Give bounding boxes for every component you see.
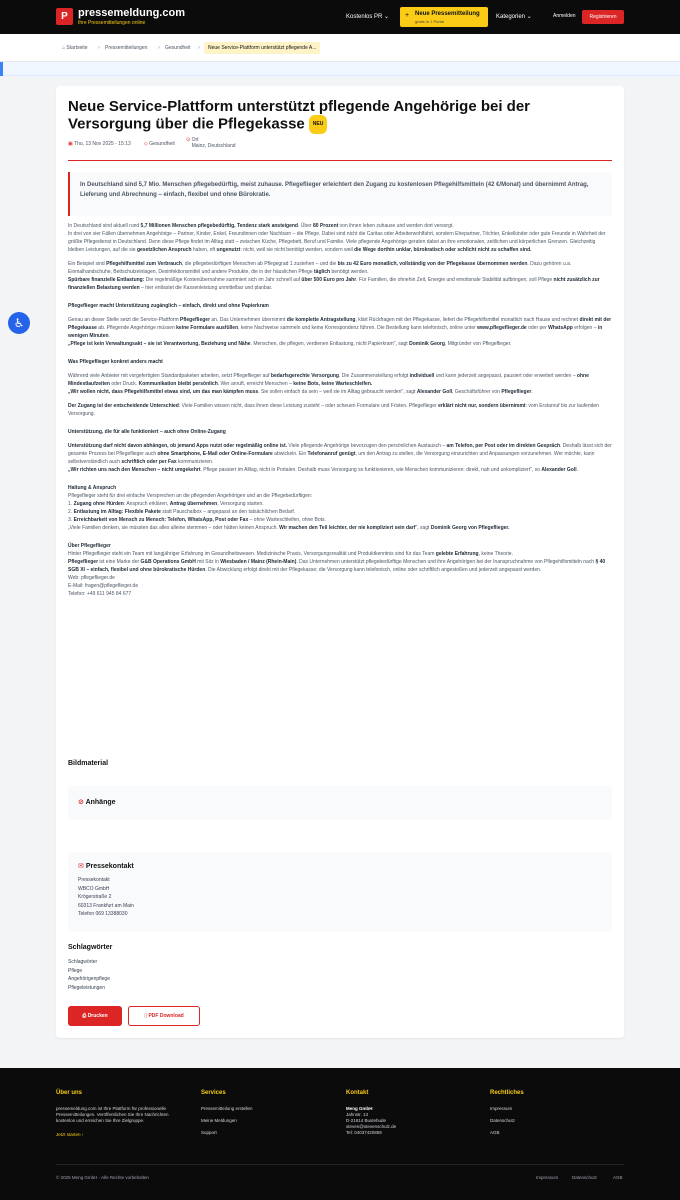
title-divider [68, 160, 612, 161]
cta-title: Neue Pressemitteilung [415, 11, 480, 17]
chevron-down-icon: ⌄ [526, 14, 532, 20]
breadcrumb-current: Neue Service-Plattform unterstützt pflegende A... [204, 42, 320, 54]
press-contact-details [78, 876, 134, 919]
print-button[interactable]: ⎙ Drucken [68, 1006, 122, 1026]
footer-start-link[interactable]: Jetzt starten › [56, 1132, 84, 1137]
footer-contact [346, 1090, 476, 1136]
tag-icon: ◇ [144, 141, 148, 147]
login-link[interactable]: Anmelden [553, 13, 576, 19]
pk-line: Telefon 069 13388030 [78, 911, 128, 917]
tags-list [68, 958, 110, 992]
breadcrumb-press-releases[interactable]: Pressemitteilungen [105, 45, 148, 51]
press-contact-box [68, 852, 612, 932]
footer-services [201, 1090, 331, 1142]
tag-item[interactable]: Angehörigenpflege [68, 976, 110, 982]
footer-link[interactable]: Pressemitteilung erstellen [201, 1106, 253, 1111]
printer-icon: ⎙ [82, 1013, 87, 1019]
mail-icon: ✉ [78, 863, 84, 870]
breadcrumb-separator: › [198, 45, 200, 51]
calendar-icon: ▣ [68, 141, 73, 147]
tag-item[interactable]: Pflege [68, 967, 83, 974]
new-press-release-button[interactable] [400, 7, 488, 27]
footer-bottom-link[interactable]: Impressum [536, 1175, 559, 1180]
article-body: In Deutschland sind aktuell rund 5,7 Millionen Menschen pflegebedürftig, Tendenz stark ansteigend. Über 80 Prozent von ihnen leben zuhause und werden dort versorgt. In drei von vier Fällen übernehmen Angehörige – Partner, Kinder, Enkel, Freundinnen oder Nachbarn – die Pflege. Dabei sind nicht die Caritas oder Arbeiterwohlfahrt, sondern Ehepartner, Töchter, Enkelkinder oder gute Freunde in Wahrheit der größte Pflegedienst in Deutschland. Denn diese Pflege findet im Alltag statt – zwischen Küche, Pflegebett, Beruf und Familie. Viele pflegende Angehörige geraten dabei an ihre emotionalen, zeitlichen und körperlichen Grenzen. Gleichzeitig bleiben Leistungen, auf die sie gesetzlichen Anspruch haben, oft ungenutzt: nicht, weil sie nicht benötigt werden, sondern weil die Wege dorthin unklar, bürokratisch oder schlicht nicht zu schaffen sind. Ein Beispiel sind Pflegehilfsmittel zum Verbrauch, die pflegebedürftigen Menschen ab Pflegegrad 1 zustehen – und die bis zu 42 Euro monatlich, vollständig von der Pflegekasse übernommen werden. Dazu gehören u.a. Einmalhandschuhe, Bettschutzeinlagen, Desinfektionsmittel und andere Produkte, die in der häuslichen Pflege täglich benötigt werden. Spürbare finanzielle Entlastung: Die regelmäßige Kostenübernahme summiert sich im Jahr schnell auf über 500 Euro pro Jahr. Für Familien, die ohnehin Zeit, Energie und emotionale Stabilität aufbringen, soll Pflege nicht zusätzlich zur finanziellen Belastung werden – hier entlastet die Kassenleistung unmittelbar und planbar. Pflegeflieger macht Unterstützung zugänglich – einfach, direkt und ohne Papierkram Genau an dieser Stelle setzt die Service-Plattform Pflegeflieger an. Das Unternehmen übernimmt die komplette Antragstellung, klärt Rückfragen mit der Pflegekasse, liefert die Pflegehilfsmittel monatlich nach Hause und rechnet direkt mit der Pflegekasse ab. Pflegende Angehörige müssen keine Formulare ausfüllen, keine Nachweise sammeln und keine Korrespondenz führen. Die Bestellung kann telefonisch, online unter www.pflegeflieger.de oder per WhatsApp erfolgen – in wenigen Minuten. „Pflege ist kein Verwaltungsakt – sie ist Verantwortung, Beziehung und Nähe. Menschen, die pflegen, verdienen Entlastung, nicht Papierkram", sagt Dominik Georg, Mitgründer von Pflegeflieger. Was Pflegeflieger konkret anders macht Während viele Anbieter mit vorgefertigten Standardpaketen arbeiten, setzt Pflegeflieger auf bedarfsgerechte Versorgung. Die Zusammenstellung erfolgt individuell und kann jederzeit angepasst, pausiert oder erweitert werden – ohne Mindestlaufzeiten oder Druck. Kommunikation bleibt persönlich. Wer anruft, erreicht Menschen – keine Bots, keine Warteschleifen. „Wir wollen nicht, dass Pflegehilfsmittel etwas sind, um das man kämpfen muss. Sie sollen einfach da sein – weil sie im Alltag gebraucht werden", sagt Alexander Goll, Geschäftsführer von Pflegeflieger. Der Zugang ist der entscheidende Unterschied: Viele Familien wissen nicht, dass ihnen diese Leistung zusteht – oder scheuen Formulare und Fristen. Pflegeflieger erklärt nicht nur, sondern übernimmt: vom Erstanruf bis zur laufenden Versorgung. Unterstützung, die für alle funktioniert – auch ohne Online-Zugang Unterstützung darf nicht davon abhängen, ob jemand Apps nutzt oder regelmäßig online ist. Viele pflegende Angehörige bevorzugen den persönlichen Austausch – am Telefon, per Post oder im direkten Gespräch. Deshalb lässt sich der gesamte Prozess bei Pflegeflieger auch ohne Smartphone, E-Mail oder Online-Formulare abwickeln. Ein Telefonanruf genügt, um den Antrag zu stellen, die Versorgung einzurichten und Anpassungen vorzunehmen. Wer möchte, kann selbstverständlich auch schriftlich oder per Fax kommunizieren. „Wir richten uns nach den Menschen – nicht umgekehrt. Pflege passiert im Alltag, nicht in Portalen. Deshalb muss Versorgung so funktionieren, wie Menschen kommunizieren: direkt, nah und unkompliziert", so Alexander Goll. Haltung & Anspruch Pflegeflieger steht für drei einfache Versprechen an die pflegenden Angehörigen und an die Pflegebedürftigen: 1. Zugang ohne Hürden: Anspruch erklären, Antrag übernehmen, Versorgung starten. 2. Entlastung im Alltag: Flexible Pakete statt Pauschalbox – angepasst an den tatsächlichen Bedarf. 3. Erreichbarkeit von Mensch zu Mensch: Telefon, WhatsApp, Post oder Fax – ohne Warteschleifen, ohne Bots. „Viele Familien denken, sie müssten das alles alleine stemmen – oder hätten keinen Anspruch. Wir machen den Teil leichter, der nie kompliziert sein darf", sagt Dominik Georg von Pflegeflieger. Über Pflegeflieger Hinter Pflegeflieger steht ein Team mit langjähriger Erfahrung im Gesundheitswesen. Medizinische Praxis, Versorgungsrealität und Produktkenntnis sind für das Team gelebte Erfahrung, keine Theorie. Pflegeflieger ist eine Marke der G&B Operations GmbH mit Sitz in Wiesbaden / Mainz (Rhein-Main). Das Unternehmen unterstützt pflegebedürftige Menschen und ihre Angehörigen bei der Inanspruchnahme von Pflegehilfsmitteln nach § 40 SGB XI – einfach, flexibel und ohne bürokratische Hürden. Die Abwicklung erfolgt direkt mit der Pflegekasse; die Versorgung kann telefonisch, online oder schriftlich angestoßen und jederzeit angepasst werden. Web: pflegeflieger.de E-Mail: fragen@pflegeflieger.de Telefon: +49 611 945 84 677 [68, 223, 612, 597]
footer-bottom-link[interactable]: Datenschutz [572, 1175, 598, 1180]
footer-copyright: © 2025 Meng GmbH - Alle Rechte vorbehalten [56, 1175, 149, 1180]
new-badge: NEU [309, 115, 328, 134]
footer-link[interactable]: Impressum [490, 1106, 513, 1111]
chevron-down-icon: ⌄ [384, 14, 390, 20]
bildmaterial-heading: Bildmaterial [68, 760, 109, 767]
tags-heading: Schlagwörter [68, 944, 113, 951]
article-category[interactable]: ◇ Gesundheit [144, 141, 175, 147]
accessibility-icon[interactable]: ♿ [8, 312, 30, 334]
footer-contact-line: Jahnstr. 13 [346, 1112, 369, 1117]
tag-item[interactable]: Pflegeleistungen [68, 984, 105, 991]
info-strip [0, 62, 680, 76]
pk-line: Krögerstraße 2 [78, 894, 112, 900]
footer-bottom-link[interactable]: AGB [613, 1175, 623, 1180]
footer-legal-heading: Rechtliches [490, 1090, 524, 1096]
article-location [186, 137, 236, 149]
cta-subtitle: gratis in 1 Portal [415, 19, 444, 24]
footer-link[interactable]: AGB [490, 1130, 500, 1135]
site-tagline: Ihre Pressemitteilungen online [78, 20, 146, 26]
pk-line: 60313 Frankfurt am Main [78, 902, 134, 909]
breadcrumb-health[interactable]: Gesundheit [165, 45, 191, 51]
footer-contact-line: Tel: 04037420859 [346, 1130, 382, 1135]
breadcrumb-home[interactable]: ⌂ Startseite [62, 45, 88, 51]
file-icon: ▯ [144, 1013, 148, 1019]
footer-about-text: pressemeldung.com ist Ihre Plattform für professionelle Pressemitteilungen. Veröffentlichen Sie Ihre Nachrichten kostenlos und erreichen Sie Ihre Zielgruppe. [56, 1106, 169, 1123]
plus-icon: + [405, 12, 410, 19]
attachments-heading: ⊘ Anhänge [78, 799, 116, 806]
location-icon: ⊙ [186, 137, 191, 143]
breadcrumb [0, 34, 680, 62]
top-navbar [0, 0, 680, 34]
site-name[interactable]: pressemeldung.com [78, 7, 185, 19]
breadcrumb-separator: › [98, 45, 100, 51]
breadcrumb-separator: › [158, 45, 160, 51]
pk-line: WBCO GmbH [78, 885, 110, 892]
pk-line: Pressekontakt [78, 877, 110, 883]
footer [0, 1068, 680, 1200]
paperclip-icon: ⊘ [78, 799, 84, 806]
pdf-download-button[interactable]: ▯ PDF Download [128, 1006, 200, 1026]
footer-contact-line: Meng GmbH [346, 1106, 373, 1111]
footer-link[interactable]: Datenschutz [490, 1118, 516, 1123]
location-label: Ort [191, 137, 199, 143]
nav-kategorien[interactable]: Kategorien ⌄ [496, 14, 532, 20]
footer-legal [490, 1090, 620, 1142]
footer-divider [56, 1164, 624, 1165]
footer-contact-email[interactable]: steven@stevenschulz.de [346, 1124, 397, 1129]
info-strip-accent [0, 62, 3, 76]
article-lead: In Deutschland sind 5,7 Mio. Menschen pflegebedürftig, meist zuhause. Pflegeflieger erleichtert den Zugang zu kostenlosen Pflegehilfsmitteln (42 €/Monat) und übernimmt Antrag, Lieferung und Abrechnung – einfach, flexibel und ohne Bürokratie. [68, 172, 612, 216]
footer-about-heading: Über uns [56, 1090, 83, 1096]
article-title: Neue Service-Plattform unterstützt pflegende Angehörige bei der Versorgung über die Pflegekasse NEU [68, 98, 531, 133]
footer-link[interactable]: Support [201, 1130, 217, 1135]
footer-contact-line: D-21614 Buxtehude [346, 1118, 387, 1123]
press-contact-heading: ✉ Pressekontakt [78, 863, 134, 870]
footer-services-heading: Services [201, 1090, 226, 1096]
attachments-box [68, 786, 612, 820]
location-value: Mainz, Deutschland [191, 143, 236, 149]
register-button[interactable]: Registrieren [582, 10, 624, 24]
footer-link[interactable]: Meine Meldungen [201, 1118, 237, 1123]
footer-about [56, 1090, 186, 1137]
logo-icon[interactable]: P [56, 8, 73, 25]
nav-kostenlos-pr[interactable]: Kostenlos PR ⌄ [346, 14, 390, 20]
article-date: ▣ Thu, 13 Nov 2025 - 15:13 [68, 141, 131, 147]
tag-item[interactable]: Schlagwörter [68, 959, 98, 965]
footer-contact-heading: Kontakt [346, 1090, 369, 1096]
home-icon: ⌂ [62, 45, 66, 51]
article-card [56, 86, 624, 1038]
